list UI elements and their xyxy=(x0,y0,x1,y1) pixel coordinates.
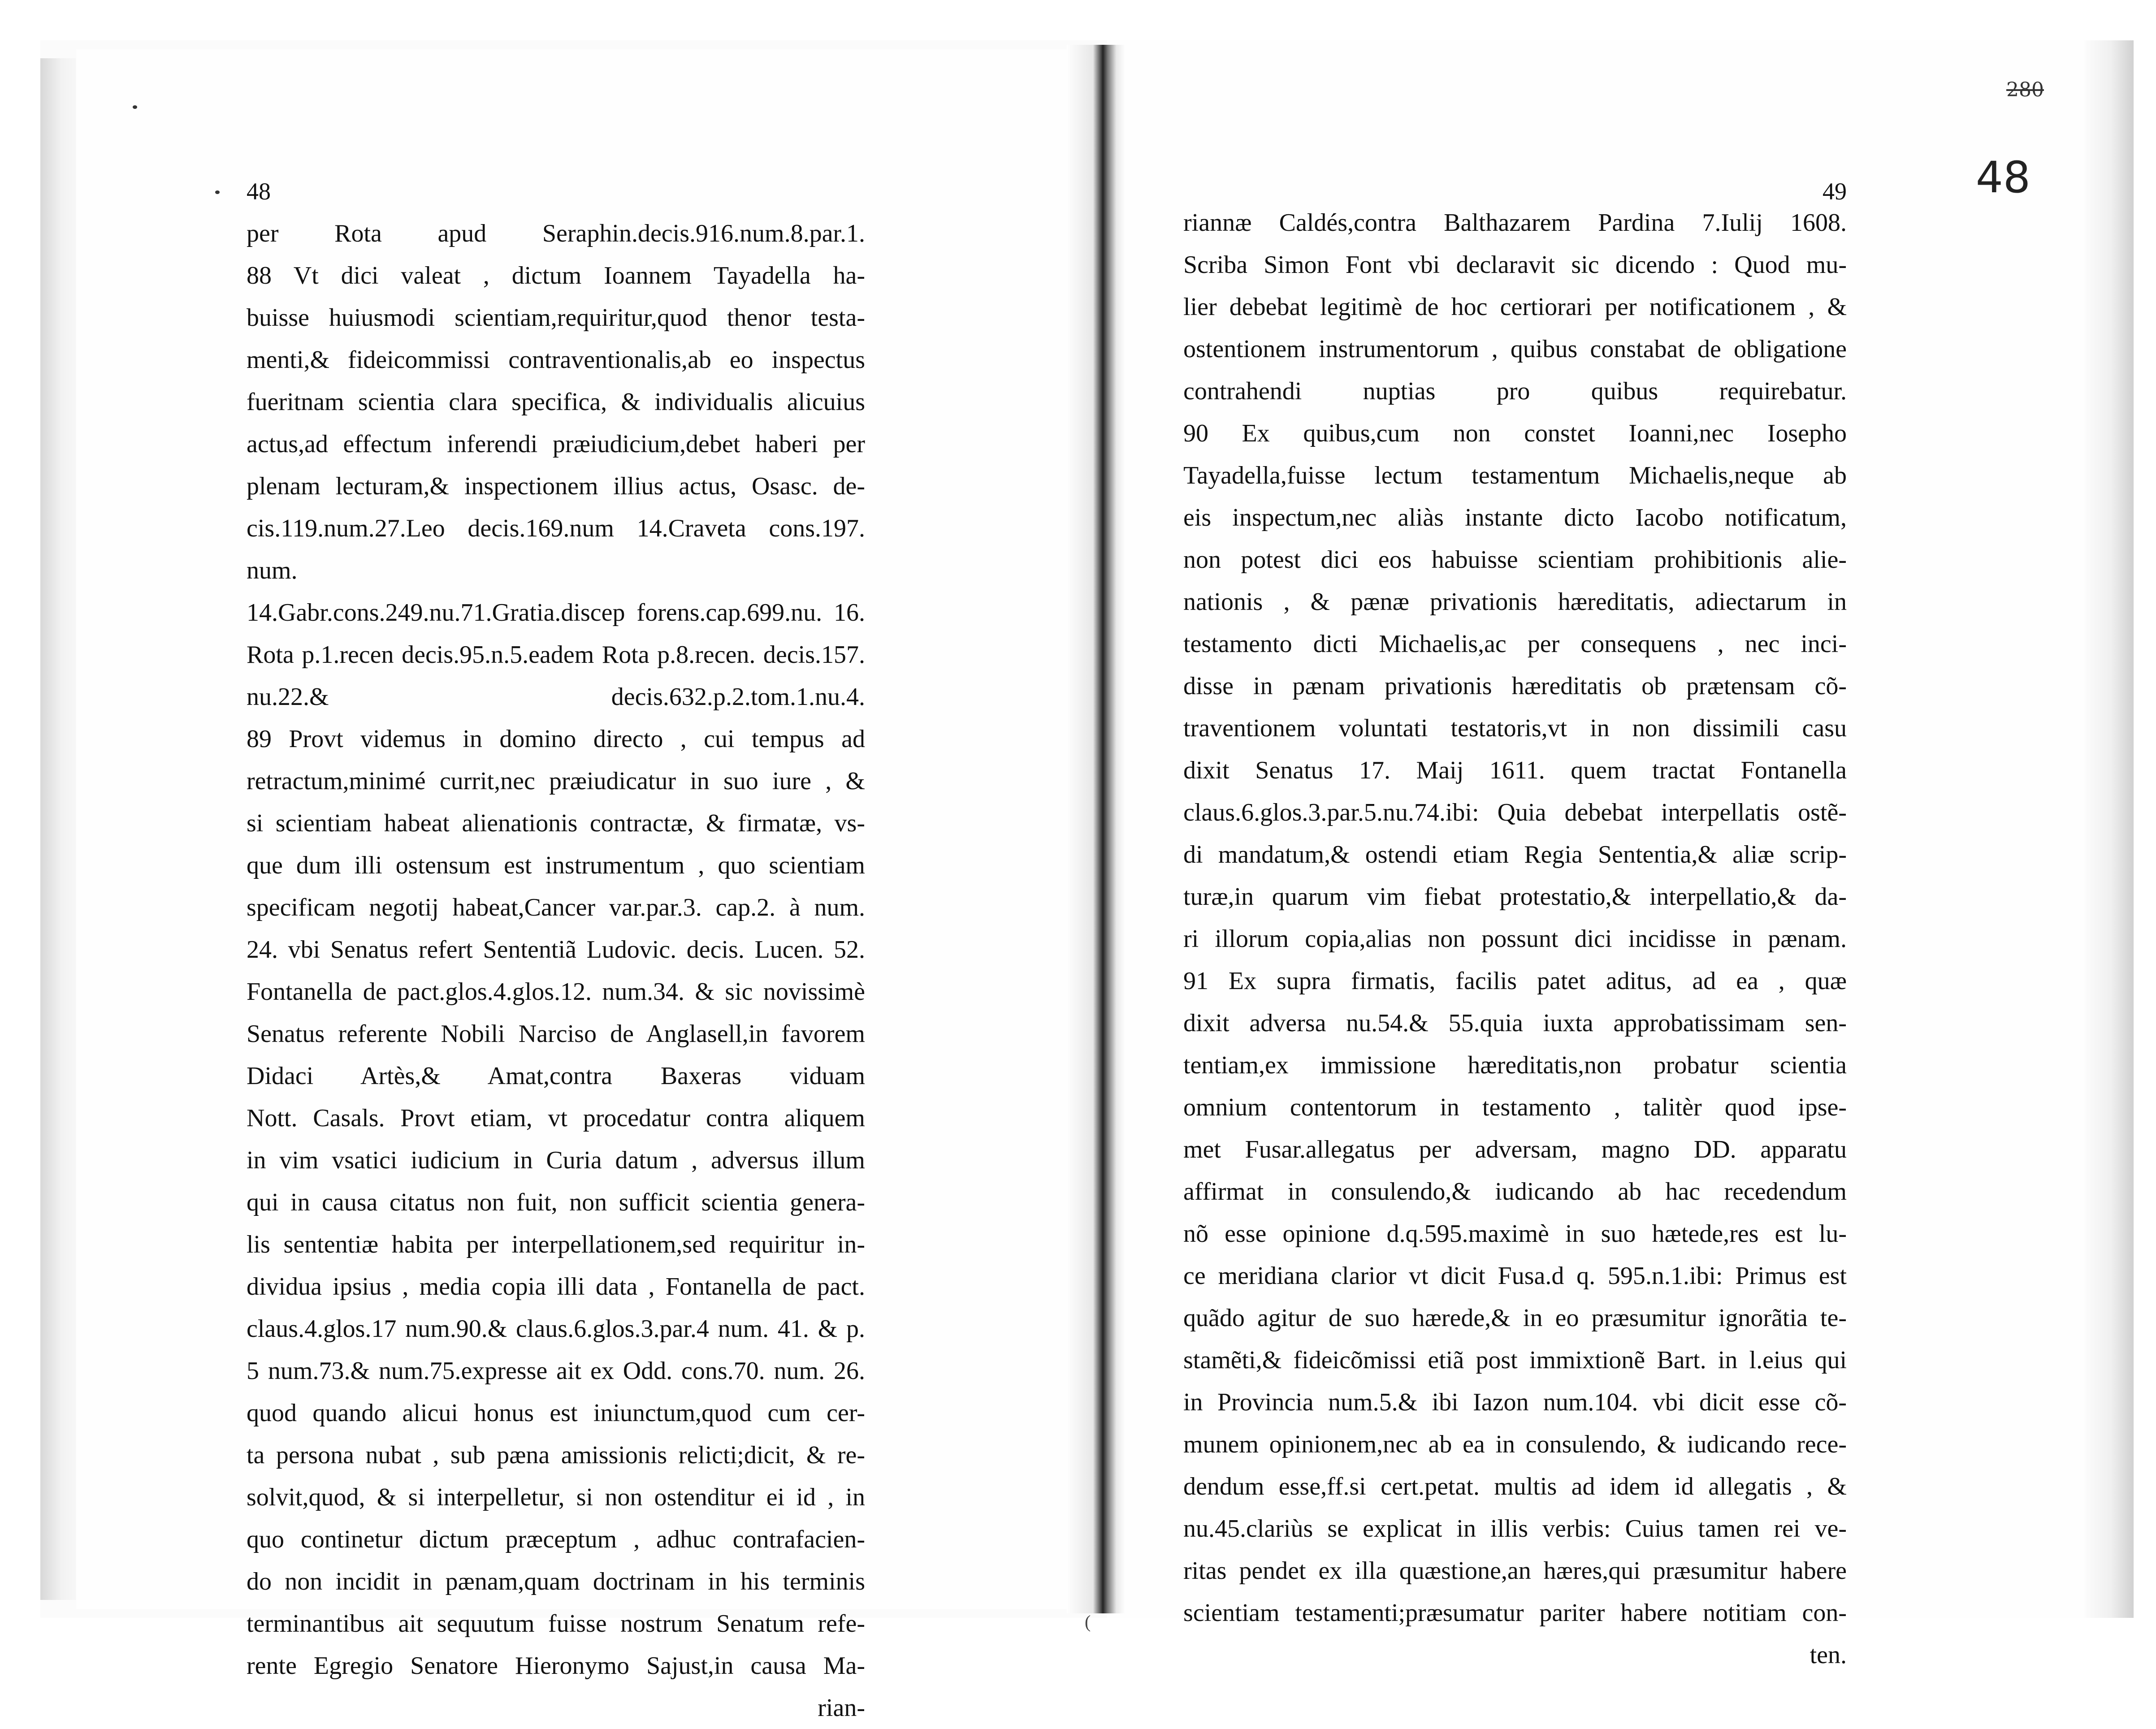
right-page-text-line: di mandatum,& ostendi etiam Regia Sententia,& aliæ scrip- xyxy=(1183,841,1847,869)
left-page-text-line: menti,& fideicommissi contraventionalis,ab eo inspectus xyxy=(247,346,865,374)
left-page-text-line: claus.4.glos.17 num.90.& claus.6.glos.3.par.4 num. 41. & p. xyxy=(247,1315,865,1343)
right-page-text-line: ce meridiana clarior vt dicit Fusa.d q. 595.n.1.ibi: Primus est xyxy=(1183,1262,1847,1290)
right-page-text-line: nõ esse opinione d.q.595.maximè in suo hætede,res est lu- xyxy=(1183,1220,1847,1248)
right-page-text-line: stamẽti,& fideicõmissi etiã post immixtionẽ Bart. in l.eius qui xyxy=(1183,1346,1847,1374)
right-page-text-line: riannæ Caldés,contra Balthazarem Pardina 7.Iulij 1608. xyxy=(1183,209,1847,237)
struck-folio-number: 280 xyxy=(2006,78,2044,101)
book-gutter xyxy=(1067,45,1125,1613)
right-page-text-line: affirmat in consulendo,& iudicando ab hac recedendum xyxy=(1183,1178,1847,1206)
left-page-number: 48 xyxy=(247,178,271,205)
right-page-edges xyxy=(2084,40,2134,1618)
left-page-text-line: quo continetur dictum præceptum , adhuc contrafacien- xyxy=(247,1526,865,1553)
right-page-text-line: munem opinionem,nec ab ea in consulendo, & iudicando rece- xyxy=(1183,1431,1847,1458)
left-page-text-line: quod quando alicui honus est iniunctum,quod cum cer- xyxy=(247,1399,865,1427)
left-page-text-line: solvit,quod, & si interpelletur, si non ostenditur ei id , in xyxy=(247,1483,865,1511)
right-page-text-line: dixit adversa nu.54.& 55.quia iuxta approbatissimam sen- xyxy=(1183,1009,1847,1037)
right-page-text-line: omnium contentorum in testamento , talitèr quod ipse- xyxy=(1183,1094,1847,1121)
left-page-text-line: do non incidit in pænam,quam doctrinam in his terminis xyxy=(247,1568,865,1595)
left-page-text-line: Rota p.1.recen decis.95.n.5.eadem Rota p.8.recen. decis.157. xyxy=(247,641,865,669)
left-page-text-line: que dum illi ostensum est instrumentum , quo scientiam xyxy=(247,852,865,879)
right-page-text-line: dendum esse,ff.si cert.petat. multis ad idem id allegatis , & xyxy=(1183,1473,1847,1500)
left-page-text-line: 14.Gabr.cons.249.nu.71.Gratia.discep forens.cap.699.nu. 16. xyxy=(247,599,865,627)
left-page-text-line: in vim vsatici iudicium in Curia datum , adversus illum xyxy=(247,1146,865,1174)
left-page-text-line: qui in causa citatus non fuit, non sufficit scientia genera- xyxy=(247,1189,865,1216)
right-page-text-line: ri illorum copia,alias non possunt dici incidisse in pænam. xyxy=(1183,925,1847,953)
right-page-text-line: tentiam,ex immissione hæreditatis,non probatur scientia xyxy=(1183,1051,1847,1079)
right-page-text-line: ritas pendet ex illa quæstione,an hæres,qui præsumitur habere xyxy=(1183,1557,1847,1585)
stray-mark xyxy=(133,105,137,109)
left-page-text-line: 24. vbi Senatus refert Sententiã Ludovic. decis. Lucen. 52. xyxy=(247,936,865,964)
right-page-text-line: traventionem voluntati testatoris,vt in non dissimili casu xyxy=(1183,714,1847,742)
left-page-text-line: buisse huiusmodi scientiam,requiritur,quod thenor testa- xyxy=(247,304,865,332)
right-page-text-line: ostentionem instrumentorum , quibus constabat de obligatione xyxy=(1183,335,1847,363)
right-page-text-line: claus.6.glos.3.par.5.nu.74.ibi: Quia debebat interpellatis ostẽ- xyxy=(1183,799,1847,826)
left-page-text-line: terminantibus ait sequutum fuisse nostrum Senatum refe- xyxy=(247,1610,865,1638)
right-page-text-line: nu.45.clariùs se explicat in illis verbis: Cuius tamen rei ve- xyxy=(1183,1515,1847,1543)
left-page-text-line: cis.119.num.27.Leo decis.169.num 14.Craveta cons.197. num. xyxy=(247,514,865,584)
left-page-text-line: nu.22.& decis.632.p.2.tom.1.nu.4. xyxy=(247,683,865,711)
right-page-text-line: in Provincia num.5.& ibi Iazon num.104. vbi dicit esse cõ- xyxy=(1183,1388,1847,1416)
left-page-text-line: 89 Provt videmus in domino directo , cui tempus ad xyxy=(247,725,865,753)
right-page-text-line: turæ,in quarum vim fiebat protestatio,& interpellatio,& da- xyxy=(1183,883,1847,911)
right-page-text-line: contrahendi nuptias pro quibus requirebatur. xyxy=(1183,377,1847,405)
left-page-text-line: actus,ad effectum inferendi præiudicium,debet haberi per xyxy=(247,430,865,458)
right-page-text-line: disse in pænam privationis hæreditatis ob prætensam cõ- xyxy=(1183,672,1847,700)
right-page-text-line: met Fusar.allegatus per adversam, magno DD. apparatu xyxy=(1183,1136,1847,1163)
right-page-text xyxy=(1183,178,1847,1676)
left-page-text-line: retractum,minimé currit,nec præiudicatur in suo iure , & xyxy=(247,767,865,795)
right-page-text-line: Scriba Simon Font vbi declaravit sic dicendo : Quod mu- xyxy=(1183,251,1847,279)
left-page-text-line: ta persona nubat , sub pæna amissionis relicti;dicit, & re- xyxy=(247,1441,865,1469)
left-page-text-line: Didaci Artès,& Amat,contra Baxeras viduam xyxy=(247,1062,865,1090)
right-page-text-line: lier debebat legitimè de hoc certiorari per notificationem , & xyxy=(1183,293,1847,321)
left-page-text-line: Nott. Casals. Provt etiam, vt procedatur contra aliquem xyxy=(247,1104,865,1132)
right-page-text-line: 90 Ex quibus,cum non constet Ioanni,nec Iosepho xyxy=(1183,419,1847,447)
left-page-text-line: Fontanella de pact.glos.4.glos.12. num.34. & sic novissimè xyxy=(247,978,865,1006)
left-page-text-line: specificam negotij habeat,Cancer var.par.3. cap.2. à num. xyxy=(247,894,865,921)
left-page-text-line: rente Egregio Senatore Hieronymo Sajust,in causa Ma- xyxy=(247,1652,865,1680)
left-page-catchword: rian- xyxy=(818,1694,865,1722)
right-page-text-line: scientiam testamenti;præsumatur pariter habere notitiam con- xyxy=(1183,1599,1847,1627)
handwritten-folio-number: 48 xyxy=(1975,152,2030,203)
left-page-text-line: lis sententiæ habita per interpellationem,sed requiritur in- xyxy=(247,1231,865,1258)
right-page-text-line: quãdo agitur de suo hærede,& in eo præsumitur ignorãtia te- xyxy=(1183,1304,1847,1332)
right-page-catchword: ten. xyxy=(1810,1641,1847,1669)
stray-mark xyxy=(215,190,220,194)
right-page-text-line: dixit Senatus 17. Maij 1611. quem tractat Fontanella xyxy=(1183,756,1847,784)
left-page-text-line: 88 Vt dici valeat , dictum Ioannem Tayadella ha- xyxy=(247,262,865,290)
left-page-text-line: Senatus referente Nobili Narciso de Anglasell,in favorem xyxy=(247,1020,865,1048)
right-page-text-line: eis inspectum,nec aliàs instante dicto Iacobo notificatum, xyxy=(1183,504,1847,532)
left-page-text-line: dividua ipsius , media copia illi data , Fontanella de pact. xyxy=(247,1273,865,1301)
left-page-text-line: plenam lecturam,& inspectionem illius actus, Osasc. de- xyxy=(247,472,865,500)
left-page-text xyxy=(247,170,865,1729)
bottom-mark: ( xyxy=(1085,1612,1091,1632)
right-page-text-line: non potest dici eos habuisse scientiam prohibitionis alie- xyxy=(1183,546,1847,574)
left-page-text-line: 5 num.73.& num.75.expresse ait ex Odd. cons.70. num. 26. xyxy=(247,1357,865,1385)
right-page-text-line: Tayadella,fuisse lectum testamentum Michaelis,neque ab xyxy=(1183,462,1847,489)
right-page-text-line: nationis , & pænæ privationis hæreditatis, adiectarum in xyxy=(1183,588,1847,616)
right-page-text-line: testamento dicti Michaelis,ac per consequens , nec inci- xyxy=(1183,630,1847,658)
right-page-text-line: 91 Ex supra firmatis, facilis patet aditus, ad ea , quæ xyxy=(1183,967,1847,995)
left-page-text-line: per Rota apud Seraphin.decis.916.num.8.par.1. xyxy=(247,220,865,247)
left-page-text-line: si scientiam habeat alienationis contractæ, & firmatæ, vs- xyxy=(247,809,865,837)
right-page-number: 49 xyxy=(1823,178,1847,205)
left-page-text-line: fueritnam scientia clara specifica, & individualis alicuius xyxy=(247,388,865,416)
